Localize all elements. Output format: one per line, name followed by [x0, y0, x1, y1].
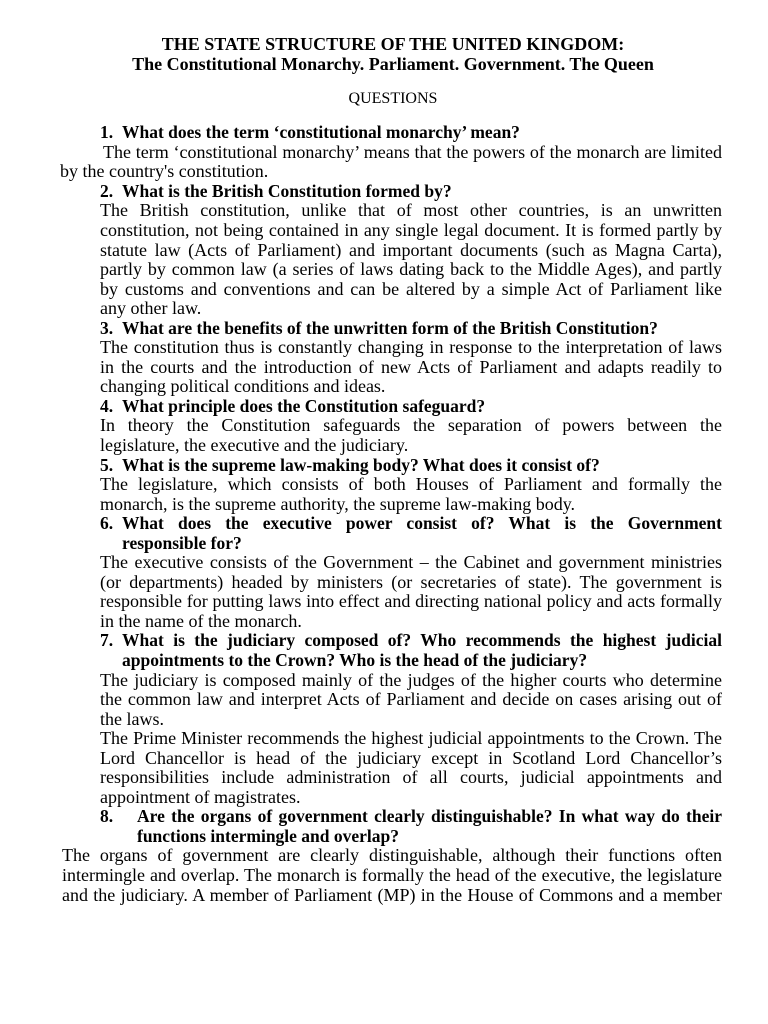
- question-item: [60, 397, 722, 456]
- answer-paragraph: [60, 201, 722, 318]
- answer-line: The executive consists of the Government – the Cabinet and government ministries: [100, 552, 722, 573]
- question-item: [60, 631, 722, 807]
- answer-line: responsibilities include administration of all courts, judicial appointments and: [100, 767, 722, 788]
- document-header: [60, 35, 726, 109]
- answer-line: The British constitution, unlike that of most other countries, is an unwritten: [100, 200, 722, 221]
- question: [60, 123, 722, 143]
- answer-line: The judiciary is composed mainly of the judges of the higher courts who determine: [100, 669, 722, 690]
- answer-line: by customs and conventions and can be altered by a simple Act of Parliament like: [100, 278, 722, 299]
- answer-line: intermingle and overlap. The monarch is formally the head of the executive, the legislature: [62, 865, 722, 885]
- answer-paragraph: [60, 553, 722, 631]
- question-number: 8.: [100, 806, 114, 827]
- document-subtitle: The Constitutional Monarchy. Parliament. Government. The Queen: [132, 53, 654, 74]
- answer-line: changing political conditions and ideas.: [100, 376, 386, 397]
- question-line: What is the British Constitution formed by?: [122, 180, 452, 201]
- question-number: 7.: [100, 630, 114, 651]
- question-item: [60, 123, 722, 182]
- answer-paragraph: [60, 729, 722, 807]
- answer-line: The legislature, which consists of both Houses of Parliament and formally the: [100, 474, 722, 495]
- question: [60, 182, 722, 202]
- question-number: 6.: [100, 513, 114, 534]
- answer-paragraph: [60, 846, 722, 905]
- question-number: 3.: [100, 317, 114, 338]
- question-item: [60, 514, 722, 631]
- question: [60, 397, 722, 417]
- answer-line: partly by common law (a series of laws dating back to the Middle Ages), and partly: [100, 259, 722, 280]
- answer-line: constitution, not being contained in any single legal document. It is formed partly by: [100, 219, 722, 240]
- question: [60, 514, 722, 553]
- answer-line: (or departments) headed by ministers (or secretaries of state). The government is: [100, 571, 722, 592]
- question-line: What is the supreme law-making body? What does it consist of?: [122, 454, 600, 475]
- question-number: 1.: [100, 122, 114, 143]
- answer-line: monarch, is the supreme authority, the supreme law-making body.: [100, 493, 576, 514]
- answer-line: In theory the Constitution safeguards the separation of powers between the: [100, 415, 722, 436]
- answer-line: the common law and interpret Acts of Parliament and decide on cases arising out of: [100, 689, 722, 710]
- question-line: appointments to the Crown? Who is the head of the judiciary?: [122, 649, 588, 670]
- question-number: 5.: [100, 454, 114, 475]
- question: [60, 456, 722, 476]
- question-number: 2.: [100, 180, 114, 201]
- answer-line: The term ‘constitutional monarchy’ means that the powers of the monarch are limited: [103, 141, 722, 162]
- answer-line: statute law (Acts of Parliament) and important documents (such as Magna Carta),: [100, 239, 722, 260]
- question-item: [60, 319, 722, 397]
- section-heading: QUESTIONS: [348, 90, 438, 108]
- question-line: responsible for?: [122, 532, 242, 553]
- question-line: What does the term ‘constitutional monarchy’ mean?: [122, 122, 520, 143]
- answer-line: The constitution thus is constantly changing in response to the interpretation of laws: [100, 337, 722, 358]
- question-line: What is the judiciary composed of? Who recommends the highest judicial: [122, 630, 722, 651]
- question-number: 4.: [100, 395, 114, 416]
- answer-paragraph: [60, 416, 722, 455]
- question: [60, 807, 722, 846]
- question-line: What principle does the Constitution safeguard?: [122, 395, 486, 416]
- answer-paragraph: [60, 475, 722, 514]
- answer-paragraph: [60, 671, 722, 730]
- question-line: functions intermingle and overlap?: [137, 825, 400, 846]
- answer-paragraph: [60, 143, 722, 182]
- answer-line: responsible for putting laws into effect and directing national policy and acts formally: [100, 591, 722, 612]
- question: [60, 631, 722, 670]
- question-line: What are the benefits of the unwritten form of the British Constitution?: [122, 317, 658, 338]
- answer-line: appointment of magistrates.: [100, 786, 301, 807]
- question: [60, 319, 722, 339]
- answer-line: any other law.: [100, 298, 202, 319]
- answer-line: The Prime Minister recommends the highest judicial appointments to the Crown. The: [100, 728, 722, 749]
- answer-line: by the country's constitution.: [60, 161, 269, 182]
- document-title: THE STATE STRUCTURE OF THE UNITED KINGDOM:: [161, 34, 625, 55]
- answer-line: in the courts and the introduction of new Acts of Parliament and adapts readily to: [100, 356, 722, 377]
- question-item: [60, 456, 722, 515]
- question-line: What does the executive power consist of? What is the Government: [122, 513, 722, 534]
- question-item: [60, 807, 722, 905]
- questions-list: [60, 123, 722, 905]
- answer-line: the laws.: [100, 708, 164, 729]
- answer-line: and the judiciary. A member of Parliament (MP) in the House of Commons and a member: [62, 884, 722, 905]
- answer-paragraph: [60, 338, 722, 397]
- question-item: [60, 182, 722, 319]
- answer-line: in the name of the monarch.: [100, 610, 302, 631]
- answer-line: The organs of government are clearly distinguishable, although their functions often: [62, 845, 722, 866]
- question-line: Are the organs of government clearly distinguishable? In what way do their: [137, 806, 722, 827]
- answer-line: legislature, the executive and the judiciary.: [100, 434, 409, 455]
- answer-line: Lord Chancellor is head of the judiciary except in Scotland Lord Chancellor’s: [100, 747, 722, 768]
